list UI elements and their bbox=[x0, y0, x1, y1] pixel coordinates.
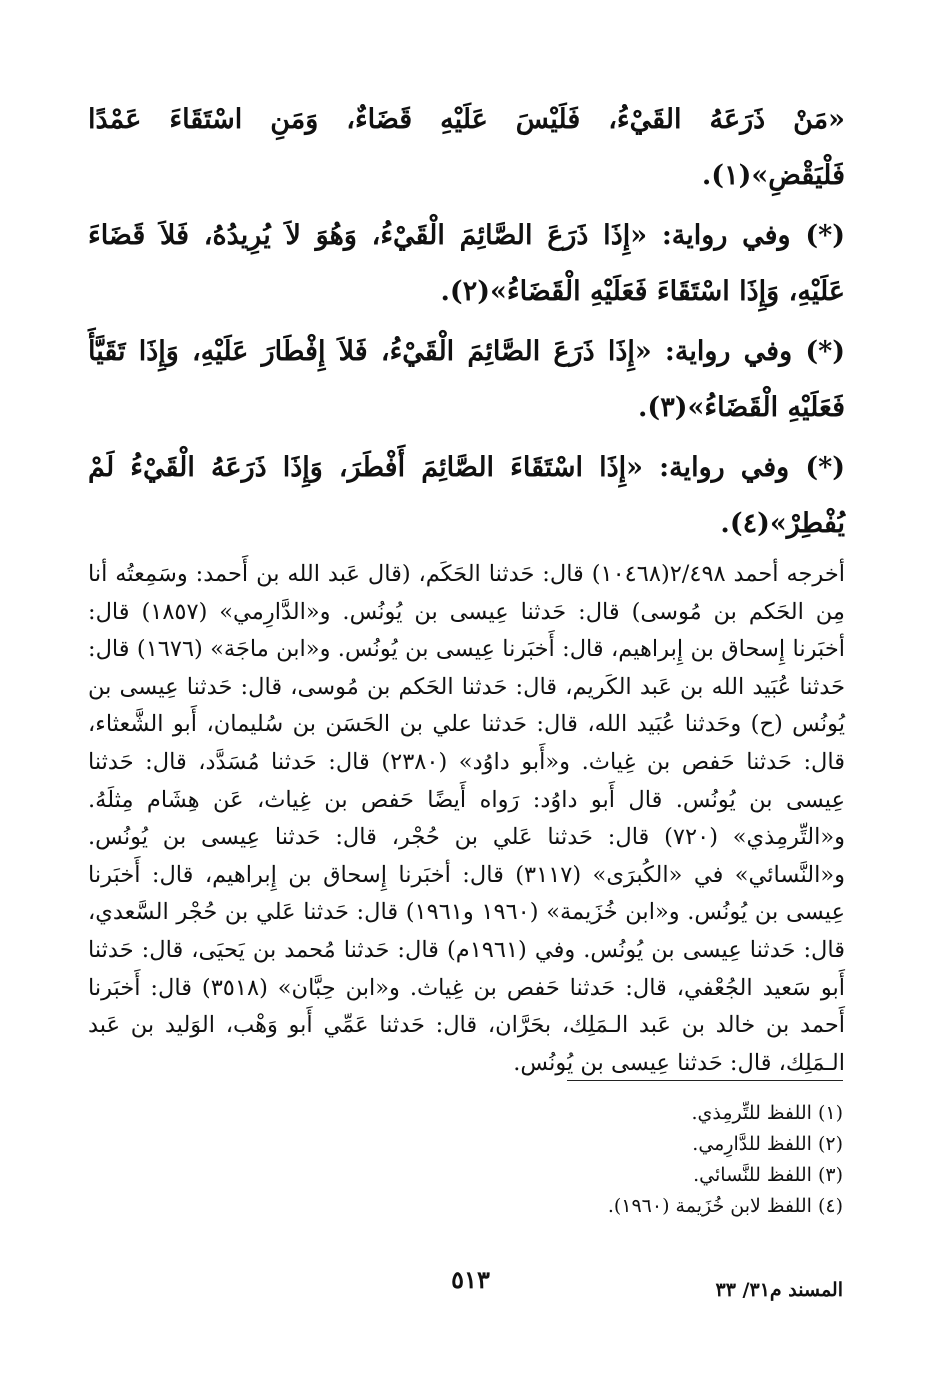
footnote-1: (١) اللفظ للتِّرمِذي. bbox=[691, 1102, 843, 1124]
footnote-divider bbox=[567, 1080, 843, 1081]
page-body bbox=[88, 92, 845, 1082]
footnotes bbox=[343, 1098, 843, 1222]
hadith-main: «مَنْ ذَرَعَهُ القَيْءُ، فَلَيْسَ عَلَيْهِ قَضَاءٌ، وَمَنِ اسْتَقَاءَ عَمْدًا فَلْيَقْضِ»(١). bbox=[88, 104, 845, 191]
footnote-3: (٣) اللفظ للنَّسائي. bbox=[693, 1164, 843, 1186]
footnote-2: (٢) اللفظ للدَّارِمي. bbox=[692, 1133, 843, 1155]
volume-signature: المسند م٣١/ ٣٣ bbox=[715, 1279, 843, 1301]
footnote-4: (٤) اللفظ لابن خُزَيمة (١٩٦٠). bbox=[607, 1195, 843, 1217]
takhrij-paragraph: أخرجه أحمد ٢/٤٩٨(١٠٤٦٨) قال: حَدثنا الحَكَم، (قال عَبد الله بن أَحمد: وسَمِعتُه أنا مِن الحَكم بن مُوسى) قال: حَدثنا عِيسى بن يُونُس. و«الدَّارِمي» (١٨٥٧) قال: أخبَرنا إِسحاق بن إِبراهيم، قال: أَخبَرنا عِيسى بن يُونُس. و«ابن ماجَة» (١٦٧٦) قال: حَدثنا عُبَيد الله بن عَبد الكَريم، قال: حَدثنا الحَكم بن مُوسى، قال: حَدثنا عِيسى بن يُونُس (ح) وحَدثنا عُبَيد الله، قال: حَدثنا علي بن الحَسَن بن سُليمان، أَبو الشَّعثاء، قال: حَدثنا حَفص بن غِياث. و«أَبو داوُد» (٢٣٨٠) قال: حَدثنا مُسَدَّد، قال: حَدثنا عِيسى بن يُونُس. قال أَبو داوُد: رَواه أَيضًا حَفص بن غِياث، عَن هِشَام مِثلَهُ. و«التِّرمِذي» (٧٢٠) قال: حَدثنا عَلي بن حُجْر، قال: حَدثنا عِيسى بن يُونُس. و«النَّسائي» في «الكُبرَى» (٣١١٧) قال: أخبَرنا إِسحاق بن إِبراهيم، قال: أَخبَرنا عِيسى بن يُونُس. و«ابن خُزَيمة» (١٩٦٠ و١٩٦١) قال: حَدثنا عَلي بن حُجْر السَّعدي، قال: حَدثنا عِيسى بن يُونُس. وفي (١٩٦١م) قال: حَدثنا مُحمد بن يَحيَى، قال: حَدثنا أَبو سَعيد الجُعْفي، قال: حَدثنا حَفص بن غِياث. و«ابن حِبَّان» (٣٥١٨) قال: أَخبَرنا أَحمد بن خالد بن عَبد الـمَلِك، بحَرَّان، قال: حَدثنا عَمِّي أَبو وَهْب، الوَليد بن عَبد الـمَلِك، قال: حَدثنا عِيسى بن يُونُس. bbox=[88, 561, 845, 1076]
hadith-variant-1: (*) وفي رواية: «إِذَا ذَرَعَ الصَّائِمَ الْقَيْءُ، وَهُوَ لاَ يُرِيدُهُ، فَلاَ قَضَاءَ عَلَيْهِ، وَإِذَا اسْتَقَاءَ فَعَلَيْهِ الْقَضَاءُ»(٢). bbox=[88, 220, 845, 307]
hadith-variant-3: (*) وفي رواية: «إِذَا اسْتَقَاءَ الصَّائِمَ أَفْطَرَ، وَإِذَا ذَرَعَهُ الْقَيْءُ لَمْ يُفْطِرْ»(٤). bbox=[88, 452, 845, 539]
hadith-variant-2: (*) وفي رواية: «إِذَا ذَرَعَ الصَّائِمَ الْقَيْءُ، فَلاَ إِفْطَارَ عَلَيْهِ، وَإِذَا تَقَيَّأَ فَعَلَيْهِ الْقَضَاءُ»(٣). bbox=[88, 336, 845, 423]
page-number: ٥١٣ bbox=[451, 1265, 490, 1294]
